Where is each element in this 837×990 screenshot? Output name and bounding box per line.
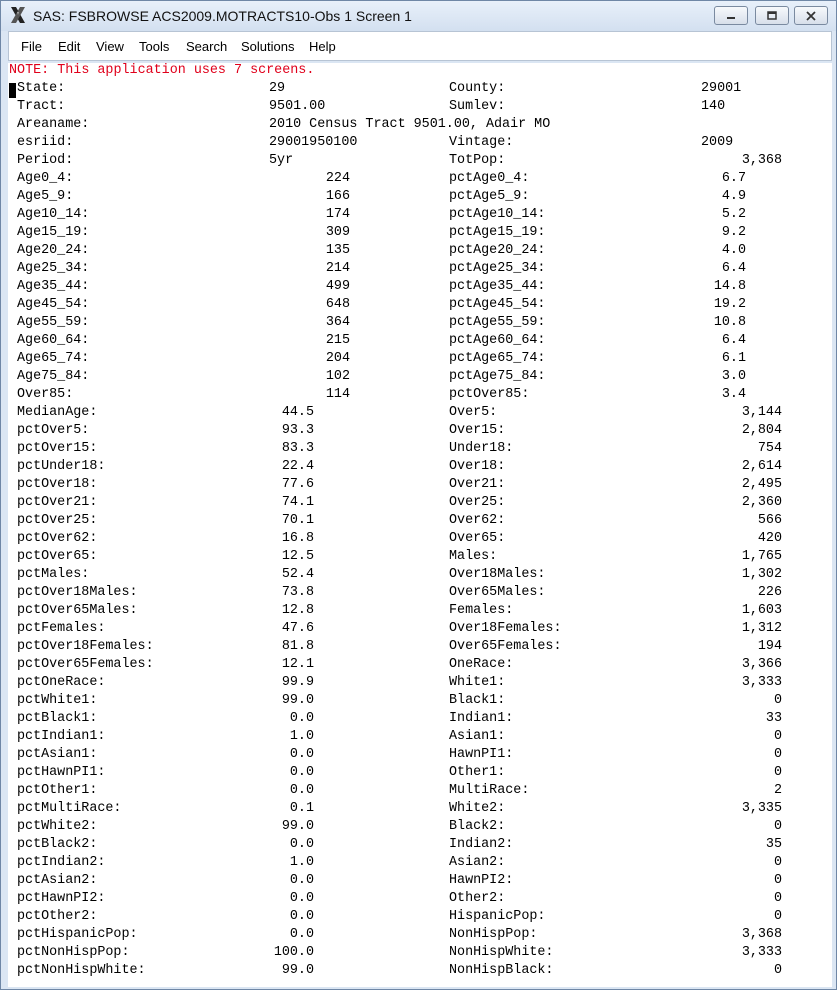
field-label: Over15: bbox=[449, 423, 506, 438]
field-value[interactable]: 420 bbox=[757, 531, 782, 546]
window-title: SAS: FSBROWSE ACS2009.MOTRACTS10-Obs 1 Screen 1 bbox=[33, 8, 412, 24]
field-row bbox=[8, 81, 832, 99]
field-value[interactable]: 12.8 bbox=[281, 603, 314, 618]
field-value[interactable]: 0 bbox=[773, 873, 782, 888]
field-value[interactable]: 0.1 bbox=[289, 801, 314, 816]
field-value[interactable]: 22.4 bbox=[281, 459, 314, 474]
field-row bbox=[8, 225, 832, 243]
field-row bbox=[8, 549, 832, 567]
field-value[interactable]: 16.8 bbox=[281, 531, 314, 546]
field-label: White2: bbox=[449, 801, 506, 816]
field-label: Age20_24: bbox=[17, 243, 90, 258]
field-label: pctUnder18: bbox=[17, 459, 106, 474]
field-label: HawnPI1: bbox=[449, 747, 514, 762]
field-value[interactable]: 0 bbox=[773, 819, 782, 834]
field-label: HispanicPop: bbox=[449, 909, 546, 924]
field-row bbox=[8, 243, 832, 261]
field-value[interactable]: 4.9 bbox=[721, 189, 746, 204]
field-row bbox=[8, 279, 832, 297]
field-label: NonHispWhite: bbox=[449, 945, 554, 960]
field-value[interactable]: 77.6 bbox=[281, 477, 314, 492]
field-label: Black1: bbox=[449, 693, 506, 708]
field-value[interactable]: 99.0 bbox=[281, 963, 314, 978]
field-value[interactable]: 204 bbox=[325, 351, 350, 366]
field-label: pctIndian2: bbox=[17, 855, 106, 870]
field-label: Age15_19: bbox=[17, 225, 90, 240]
field-label: Over25: bbox=[449, 495, 506, 510]
field-label: pctAge25_34: bbox=[449, 261, 546, 276]
field-value[interactable]: 0 bbox=[773, 765, 782, 780]
field-label: Indian2: bbox=[449, 837, 514, 852]
field-label: pctAge75_84: bbox=[449, 369, 546, 384]
field-row bbox=[8, 459, 832, 477]
field-value[interactable]: 9501.00 bbox=[269, 99, 326, 114]
field-label: Age75_84: bbox=[17, 369, 90, 384]
field-value[interactable]: 0.0 bbox=[289, 711, 314, 726]
field-label: Period: bbox=[17, 153, 74, 168]
field-label: Over18Males: bbox=[449, 567, 546, 582]
field-label: TotPop: bbox=[449, 153, 506, 168]
field-row bbox=[8, 153, 832, 171]
field-label: Over18: bbox=[449, 459, 506, 474]
field-label: pctHawnPI1: bbox=[17, 765, 106, 780]
field-row bbox=[8, 171, 832, 189]
field-label: pctMales: bbox=[17, 567, 90, 582]
field-value[interactable]: 99.0 bbox=[281, 819, 314, 834]
field-value[interactable]: 2,360 bbox=[741, 495, 782, 510]
field-row bbox=[8, 117, 832, 135]
field-value[interactable]: 29001950100 bbox=[269, 135, 358, 150]
field-row bbox=[8, 855, 832, 873]
field-value[interactable]: 0 bbox=[773, 891, 782, 906]
field-value[interactable]: 12.1 bbox=[281, 657, 314, 672]
field-label: pctBlack1: bbox=[17, 711, 98, 726]
field-row bbox=[8, 261, 832, 279]
field-value[interactable]: 166 bbox=[325, 189, 350, 204]
field-label: pctOver65: bbox=[17, 549, 98, 564]
field-row bbox=[8, 477, 832, 495]
field-row bbox=[8, 297, 832, 315]
field-value[interactable]: 93.3 bbox=[281, 423, 314, 438]
field-label: pctAge5_9: bbox=[449, 189, 530, 204]
field-value[interactable]: 0 bbox=[773, 855, 782, 870]
field-value[interactable]: 0.0 bbox=[289, 783, 314, 798]
field-label: MultiRace: bbox=[449, 783, 530, 798]
title-bar[interactable] bbox=[1, 1, 836, 31]
field-label: County: bbox=[449, 81, 506, 96]
field-label: pctOver65Females: bbox=[17, 657, 154, 672]
field-row bbox=[8, 963, 832, 981]
field-label: pctAge60_64: bbox=[449, 333, 546, 348]
field-label: Over21: bbox=[449, 477, 506, 492]
field-row bbox=[8, 441, 832, 459]
field-value[interactable]: 1,765 bbox=[741, 549, 782, 564]
field-value[interactable]: 0.0 bbox=[289, 891, 314, 906]
field-value[interactable]: 3,144 bbox=[741, 405, 782, 420]
close-button[interactable] bbox=[794, 6, 828, 25]
field-row bbox=[8, 207, 832, 225]
field-value[interactable]: 0 bbox=[773, 909, 782, 924]
field-label: Areaname: bbox=[17, 117, 90, 132]
menu-tools[interactable]: Tools bbox=[139, 39, 170, 54]
field-row bbox=[8, 315, 832, 333]
field-value[interactable]: 99.0 bbox=[281, 693, 314, 708]
field-label: pctAge55_59: bbox=[449, 315, 546, 330]
field-value[interactable]: 0.0 bbox=[289, 837, 314, 852]
field-row bbox=[8, 729, 832, 747]
field-value[interactable]: 0 bbox=[773, 693, 782, 708]
field-label: pctOver5: bbox=[17, 423, 90, 438]
field-label: pctOver21: bbox=[17, 495, 98, 510]
field-label: pctAge45_54: bbox=[449, 297, 546, 312]
field-row bbox=[8, 621, 832, 639]
field-value[interactable]: 364 bbox=[325, 315, 350, 330]
field-label: Age60_64: bbox=[17, 333, 90, 348]
field-label: Age65_74: bbox=[17, 351, 90, 366]
field-label: Over85: bbox=[17, 387, 74, 402]
field-label: pctMultiRace: bbox=[17, 801, 122, 816]
field-value[interactable]: 214 bbox=[325, 261, 350, 276]
menu-solutions[interactable]: Solutions bbox=[241, 39, 295, 54]
field-row bbox=[8, 603, 832, 621]
field-row bbox=[8, 513, 832, 531]
field-label: Over65Females: bbox=[449, 639, 562, 654]
field-value[interactable]: 81.8 bbox=[281, 639, 314, 654]
field-value[interactable]: 1,302 bbox=[741, 567, 782, 582]
restore-icon bbox=[766, 11, 778, 21]
menu-bar bbox=[8, 31, 832, 61]
field-value[interactable]: 35 bbox=[765, 837, 782, 852]
field-row bbox=[8, 423, 832, 441]
field-value[interactable]: 29 bbox=[269, 81, 286, 96]
field-value[interactable]: 6.4 bbox=[721, 261, 746, 276]
field-label: Males: bbox=[449, 549, 498, 564]
field-value[interactable]: 5yr bbox=[269, 153, 294, 168]
field-value[interactable]: 3,335 bbox=[741, 801, 782, 816]
menu-help[interactable]: Help bbox=[309, 39, 336, 54]
field-label: Age35_44: bbox=[17, 279, 90, 294]
field-label: pctAge0_4: bbox=[449, 171, 530, 186]
menu-search[interactable]: Search bbox=[186, 39, 228, 54]
field-label: pctAge20_24: bbox=[449, 243, 546, 258]
field-label: Vintage: bbox=[449, 135, 514, 150]
field-value[interactable]: 9.2 bbox=[721, 225, 746, 240]
field-value[interactable]: 14.8 bbox=[713, 279, 746, 294]
field-value[interactable]: 2,495 bbox=[741, 477, 782, 492]
field-label: Age25_34: bbox=[17, 261, 90, 276]
field-value[interactable]: 3,368 bbox=[741, 153, 782, 168]
field-value[interactable]: 566 bbox=[757, 513, 782, 528]
field-value[interactable]: 2 bbox=[773, 783, 782, 798]
minimize-button[interactable] bbox=[714, 6, 748, 25]
field-value[interactable]: 648 bbox=[325, 297, 350, 312]
field-row bbox=[8, 927, 832, 945]
field-value[interactable]: 215 bbox=[325, 333, 350, 348]
field-value[interactable]: 5.2 bbox=[721, 207, 746, 222]
field-label: pctFemales: bbox=[17, 621, 106, 636]
field-row bbox=[8, 99, 832, 117]
field-value[interactable]: 12.5 bbox=[281, 549, 314, 564]
minimize-icon bbox=[725, 11, 737, 21]
field-value[interactable]: 226 bbox=[757, 585, 782, 600]
field-value[interactable]: 0.0 bbox=[289, 927, 314, 942]
field-label: Over62: bbox=[449, 513, 506, 528]
field-value[interactable]: 83.3 bbox=[281, 441, 314, 456]
field-value[interactable]: 74.1 bbox=[281, 495, 314, 510]
field-label: Over5: bbox=[449, 405, 498, 420]
field-row bbox=[8, 567, 832, 585]
field-label: pctOver18: bbox=[17, 477, 98, 492]
field-value[interactable]: 0 bbox=[773, 963, 782, 978]
field-value[interactable]: 140 bbox=[701, 99, 726, 114]
field-label: pctOther1: bbox=[17, 783, 98, 798]
field-label: Other1: bbox=[449, 765, 506, 780]
field-label: Black2: bbox=[449, 819, 506, 834]
field-row bbox=[8, 675, 832, 693]
field-row bbox=[8, 387, 832, 405]
field-value[interactable]: 0.0 bbox=[289, 873, 314, 888]
field-value[interactable]: 47.6 bbox=[281, 621, 314, 636]
field-value[interactable]: 19.2 bbox=[713, 297, 746, 312]
field-label: pctOneRace: bbox=[17, 675, 106, 690]
field-row bbox=[8, 783, 832, 801]
field-label: pctWhite1: bbox=[17, 693, 98, 708]
field-label: pctAge15_19: bbox=[449, 225, 546, 240]
field-value[interactable]: 135 bbox=[325, 243, 350, 258]
field-value[interactable]: 6.7 bbox=[721, 171, 746, 186]
field-label: pctOver18Females: bbox=[17, 639, 154, 654]
field-row bbox=[8, 711, 832, 729]
field-row bbox=[8, 495, 832, 513]
field-label: pctNonHispPop: bbox=[17, 945, 130, 960]
field-row bbox=[8, 765, 832, 783]
field-row bbox=[8, 135, 832, 153]
field-value[interactable]: 3,333 bbox=[741, 675, 782, 690]
field-label: Sumlev: bbox=[449, 99, 506, 114]
field-label: Tract: bbox=[17, 99, 66, 114]
field-label: State: bbox=[17, 81, 66, 96]
field-label: pctWhite2: bbox=[17, 819, 98, 834]
field-value[interactable]: 2010 Census Tract 9501.00, Adair MO bbox=[269, 117, 551, 132]
field-label: MedianAge: bbox=[17, 405, 98, 420]
field-value[interactable]: 2009 bbox=[701, 135, 734, 150]
record-browser bbox=[8, 63, 832, 987]
field-value[interactable]: 6.4 bbox=[721, 333, 746, 348]
maximize-button[interactable] bbox=[755, 6, 789, 25]
field-value[interactable]: 174 bbox=[325, 207, 350, 222]
field-row bbox=[8, 693, 832, 711]
field-value[interactable]: 4.0 bbox=[721, 243, 746, 258]
sas-x-icon bbox=[9, 6, 27, 24]
field-label: NonHispPop: bbox=[449, 927, 538, 942]
field-label: pctOver62: bbox=[17, 531, 98, 546]
field-value[interactable]: 3.0 bbox=[721, 369, 746, 384]
field-row bbox=[8, 585, 832, 603]
field-label: Over65: bbox=[449, 531, 506, 546]
menu-edit[interactable]: Edit bbox=[58, 39, 81, 54]
field-value[interactable]: 3.4 bbox=[721, 387, 746, 402]
field-value[interactable]: 6.1 bbox=[721, 351, 746, 366]
field-value[interactable]: 0.0 bbox=[289, 765, 314, 780]
field-value[interactable]: 73.8 bbox=[281, 585, 314, 600]
field-label: Age5_9: bbox=[17, 189, 74, 204]
field-label: Age10_14: bbox=[17, 207, 90, 222]
field-value[interactable]: 1.0 bbox=[289, 729, 314, 744]
field-label: OneRace: bbox=[449, 657, 514, 672]
field-label: pctNonHispWhite: bbox=[17, 963, 146, 978]
field-label: pctAge35_44: bbox=[449, 279, 546, 294]
close-icon bbox=[805, 11, 817, 21]
field-value[interactable]: 2,804 bbox=[741, 423, 782, 438]
field-value[interactable]: 114 bbox=[325, 387, 350, 402]
field-label: Over18Females: bbox=[449, 621, 562, 636]
field-label: Age0_4: bbox=[17, 171, 74, 186]
field-label: pctAsian2: bbox=[17, 873, 98, 888]
field-row bbox=[8, 639, 832, 657]
field-label: NonHispBlack: bbox=[449, 963, 554, 978]
field-row bbox=[8, 333, 832, 351]
field-value[interactable]: 3,333 bbox=[741, 945, 782, 960]
field-value[interactable]: 102 bbox=[325, 369, 350, 384]
field-value[interactable]: 499 bbox=[325, 279, 350, 294]
field-label: Age45_54: bbox=[17, 297, 90, 312]
field-label: pctOver25: bbox=[17, 513, 98, 528]
field-label: HawnPI2: bbox=[449, 873, 514, 888]
field-row bbox=[8, 819, 832, 837]
field-row bbox=[8, 945, 832, 963]
field-value[interactable]: 10.8 bbox=[713, 315, 746, 330]
field-label: Asian2: bbox=[449, 855, 506, 870]
field-label: pctHispanicPop: bbox=[17, 927, 138, 942]
field-row bbox=[8, 351, 832, 369]
field-label: Over65Males: bbox=[449, 585, 546, 600]
field-value[interactable]: 1.0 bbox=[289, 855, 314, 870]
field-value[interactable]: 29001 bbox=[701, 81, 742, 96]
field-label: Asian1: bbox=[449, 729, 506, 744]
field-label: pctHawnPI2: bbox=[17, 891, 106, 906]
field-value[interactable]: 0.0 bbox=[289, 909, 314, 924]
field-label: pctAsian1: bbox=[17, 747, 98, 762]
field-label: pctOver65Males: bbox=[17, 603, 138, 618]
field-value[interactable]: 99.9 bbox=[281, 675, 314, 690]
field-row bbox=[8, 405, 832, 423]
field-row bbox=[8, 531, 832, 549]
field-label: Females: bbox=[449, 603, 514, 618]
field-value[interactable]: 309 bbox=[325, 225, 350, 240]
field-label: Other2: bbox=[449, 891, 506, 906]
field-row bbox=[8, 909, 832, 927]
field-label: Indian1: bbox=[449, 711, 514, 726]
field-label: pctOver15: bbox=[17, 441, 98, 456]
field-row bbox=[8, 801, 832, 819]
menu-file[interactable]: File bbox=[21, 39, 42, 54]
field-value[interactable]: 0.0 bbox=[289, 747, 314, 762]
field-value[interactable]: 44.5 bbox=[281, 405, 314, 420]
field-value[interactable]: 1,312 bbox=[741, 621, 782, 636]
field-row bbox=[8, 873, 832, 891]
field-label: pctAge65_74: bbox=[449, 351, 546, 366]
field-value[interactable]: 194 bbox=[757, 639, 782, 654]
field-value[interactable]: 52.4 bbox=[281, 567, 314, 582]
field-label: pctBlack2: bbox=[17, 837, 98, 852]
field-value[interactable]: 0 bbox=[773, 729, 782, 744]
menu-view[interactable]: View bbox=[96, 39, 124, 54]
note-message: NOTE: This application uses 7 screens. bbox=[9, 63, 315, 78]
field-label: pctOver18Males: bbox=[17, 585, 138, 600]
field-row bbox=[8, 189, 832, 207]
field-value[interactable]: 3,368 bbox=[741, 927, 782, 942]
field-label: Under18: bbox=[449, 441, 514, 456]
field-label: White1: bbox=[449, 675, 506, 690]
field-row bbox=[8, 369, 832, 387]
field-row bbox=[8, 657, 832, 675]
field-row bbox=[8, 747, 832, 765]
field-value[interactable]: 0 bbox=[773, 747, 782, 762]
field-row bbox=[8, 837, 832, 855]
field-value[interactable]: 3,366 bbox=[741, 657, 782, 672]
field-value[interactable]: 2,614 bbox=[741, 459, 782, 474]
field-label: pctOther2: bbox=[17, 909, 98, 924]
field-value[interactable]: 33 bbox=[765, 711, 782, 726]
field-label: pctIndian1: bbox=[17, 729, 106, 744]
field-label: esriid: bbox=[17, 135, 74, 150]
field-row bbox=[8, 891, 832, 909]
field-value[interactable]: 100.0 bbox=[273, 945, 314, 960]
field-value[interactable]: 224 bbox=[325, 171, 350, 186]
field-value[interactable]: 1,603 bbox=[741, 603, 782, 618]
field-label: pctAge10_14: bbox=[449, 207, 546, 222]
field-value[interactable]: 754 bbox=[757, 441, 782, 456]
field-label: pctOver85: bbox=[449, 387, 530, 402]
field-label: Age55_59: bbox=[17, 315, 90, 330]
field-value[interactable]: 70.1 bbox=[281, 513, 314, 528]
